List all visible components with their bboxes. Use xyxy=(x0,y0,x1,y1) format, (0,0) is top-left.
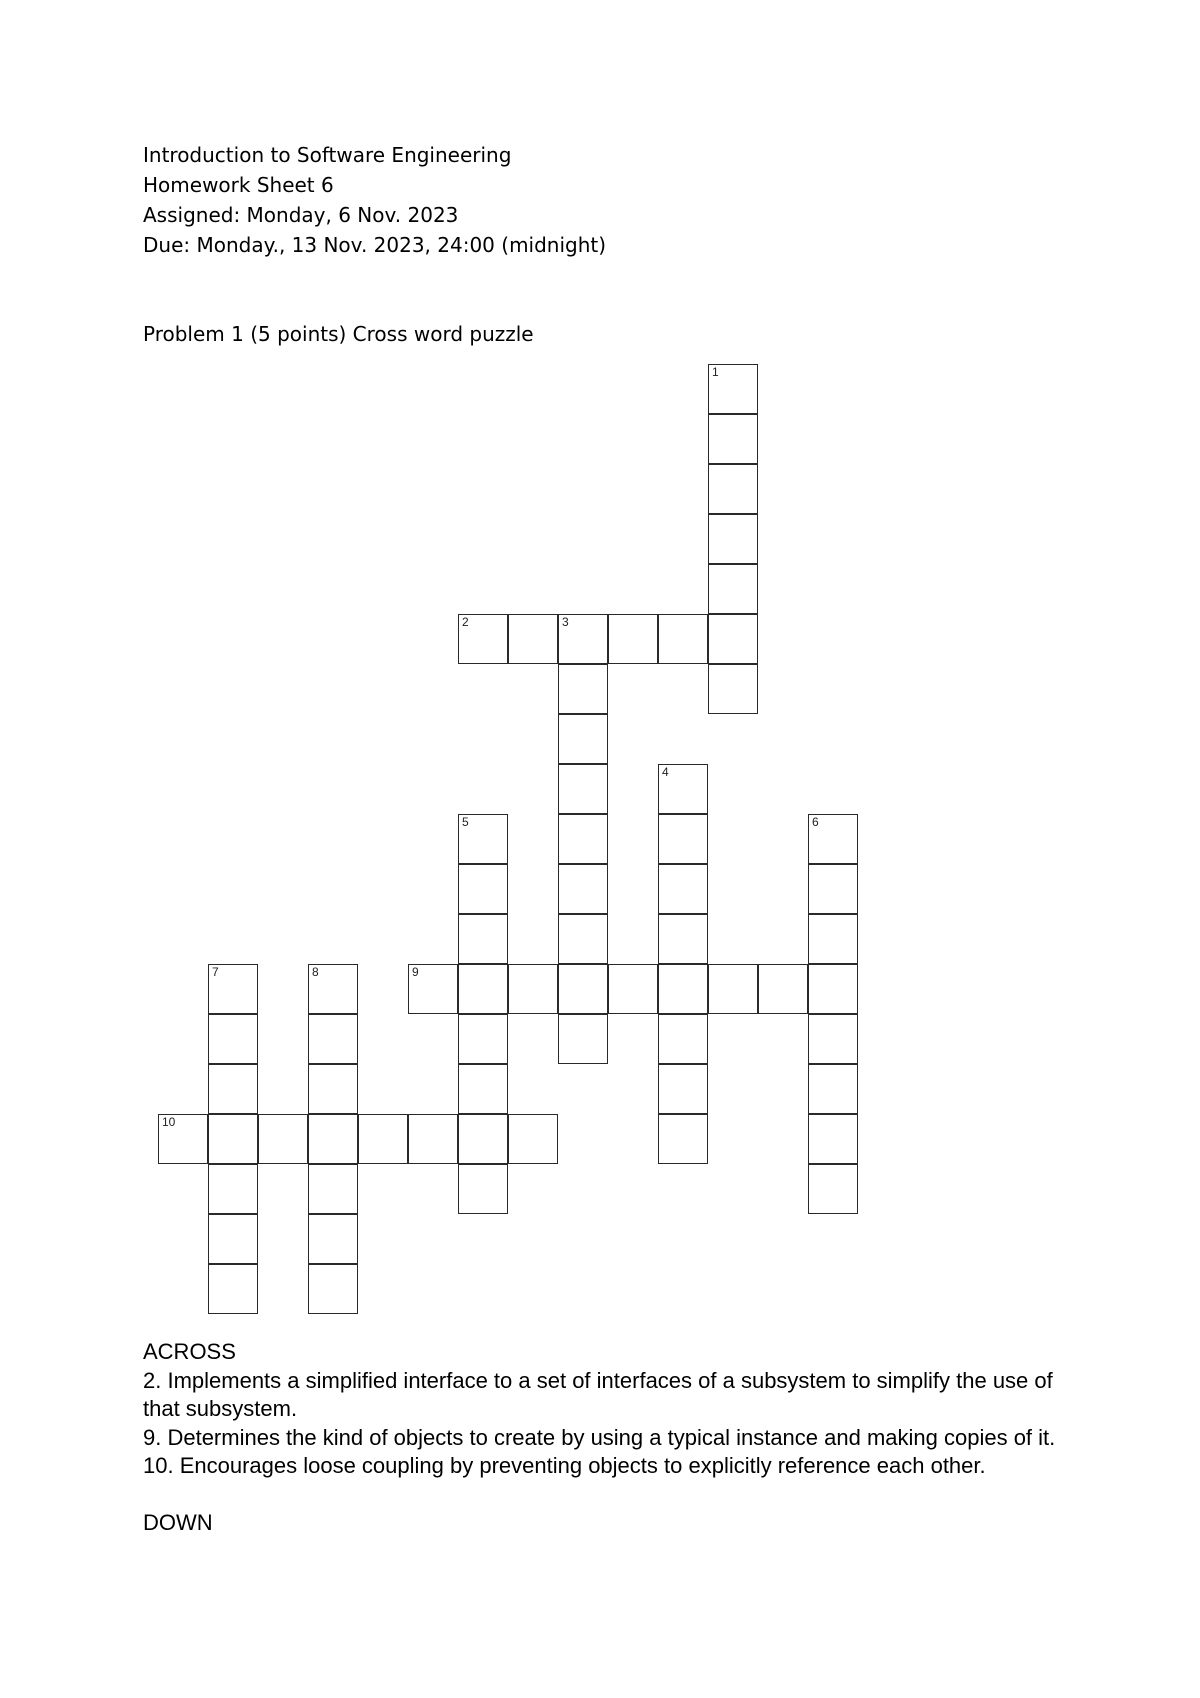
across-clue-10: 10. Encourages loose coupling by preventing objects to explicitly reference each other. xyxy=(143,1453,986,1478)
crossword-cell[interactable] xyxy=(208,1114,258,1164)
crossword-cell[interactable] xyxy=(458,1164,508,1214)
clues-section xyxy=(143,1338,1083,1537)
crossword-cell[interactable] xyxy=(458,614,508,664)
crossword-cell[interactable] xyxy=(308,1114,358,1164)
clue-number: 4 xyxy=(662,765,669,779)
crossword-cell[interactable] xyxy=(208,1264,258,1314)
crossword-cell[interactable] xyxy=(558,1014,608,1064)
crossword-cell[interactable] xyxy=(558,714,608,764)
crossword-cell[interactable] xyxy=(458,1114,508,1164)
crossword-cell[interactable] xyxy=(208,1014,258,1064)
crossword-cell[interactable] xyxy=(658,1014,708,1064)
crossword-cell[interactable] xyxy=(608,614,658,664)
crossword-cell[interactable] xyxy=(558,664,608,714)
crossword-cell[interactable] xyxy=(808,1064,858,1114)
clue-number: 1 xyxy=(712,365,719,379)
crossword-cell[interactable] xyxy=(308,1214,358,1264)
crossword-cell[interactable] xyxy=(708,964,758,1014)
crossword-cell[interactable] xyxy=(708,414,758,464)
crossword-cell[interactable] xyxy=(208,964,258,1014)
clue-number: 8 xyxy=(312,965,319,979)
crossword-cell[interactable] xyxy=(308,1164,358,1214)
crossword-cell[interactable] xyxy=(458,864,508,914)
crossword-cell[interactable] xyxy=(508,614,558,664)
crossword-cell[interactable] xyxy=(308,1064,358,1114)
crossword-cell[interactable] xyxy=(308,1264,358,1314)
clue-number: 7 xyxy=(212,965,219,979)
crossword-cell[interactable] xyxy=(308,1014,358,1064)
crossword-cell[interactable] xyxy=(458,964,508,1014)
across-heading: ACROSS xyxy=(143,1339,236,1364)
crossword-cell[interactable] xyxy=(608,964,658,1014)
clue-number: 3 xyxy=(562,615,569,629)
crossword-cell[interactable] xyxy=(658,814,708,864)
crossword-cell[interactable] xyxy=(808,864,858,914)
crossword-cell[interactable] xyxy=(408,964,458,1014)
crossword-cell[interactable] xyxy=(358,1114,408,1164)
clue-number: 6 xyxy=(812,815,819,829)
down-heading: DOWN xyxy=(143,1509,213,1535)
crossword-cell[interactable] xyxy=(208,1064,258,1114)
crossword-cell[interactable] xyxy=(658,614,708,664)
crossword-cell[interactable] xyxy=(708,364,758,414)
crossword-cell[interactable] xyxy=(708,614,758,664)
crossword-cell[interactable] xyxy=(808,1014,858,1064)
crossword-cell[interactable] xyxy=(708,564,758,614)
course-title: Introduction to Software Engineering xyxy=(143,143,512,167)
assigned-date: Assigned: Monday, 6 Nov. 2023 xyxy=(143,203,459,227)
crossword-cell[interactable] xyxy=(308,964,358,1014)
crossword-cell[interactable] xyxy=(758,964,808,1014)
crossword-cell[interactable] xyxy=(208,1214,258,1264)
crossword-cell[interactable] xyxy=(458,1064,508,1114)
crossword-cell[interactable] xyxy=(658,764,708,814)
across-clue-2: 2. Implements a simplified interface to a set of interfaces of a subsystem to simplify the use of that subsystem. xyxy=(143,1367,1053,1421)
crossword-cell[interactable] xyxy=(808,1164,858,1214)
crossword-cell[interactable] xyxy=(708,664,758,714)
crossword-cell[interactable] xyxy=(658,1064,708,1114)
crossword-cell[interactable] xyxy=(558,614,608,664)
crossword-cell[interactable] xyxy=(808,814,858,864)
crossword-cell[interactable] xyxy=(458,914,508,964)
crossword-cell[interactable] xyxy=(508,1114,558,1164)
crossword-cell[interactable] xyxy=(708,464,758,514)
crossword-cell[interactable] xyxy=(508,964,558,1014)
crossword-cell[interactable] xyxy=(208,1164,258,1214)
crossword-cell[interactable] xyxy=(808,914,858,964)
crossword-cell[interactable] xyxy=(558,764,608,814)
crossword-cell[interactable] xyxy=(658,1114,708,1164)
clue-number: 5 xyxy=(462,815,469,829)
sheet-title: Homework Sheet 6 xyxy=(143,173,334,197)
crossword-cell[interactable] xyxy=(808,1114,858,1164)
crossword-cell[interactable] xyxy=(458,1014,508,1064)
crossword-cell[interactable] xyxy=(558,814,608,864)
crossword-cell[interactable] xyxy=(408,1114,458,1164)
across-clue-9: 9. Determines the kind of objects to create by using a typical instance and making copies of it. xyxy=(143,1424,1056,1450)
crossword-cell[interactable] xyxy=(458,814,508,864)
crossword-cell[interactable] xyxy=(558,914,608,964)
crossword-cell[interactable] xyxy=(558,964,608,1014)
crossword-cell[interactable] xyxy=(708,514,758,564)
crossword-cell[interactable] xyxy=(158,1114,208,1164)
crossword-cell[interactable] xyxy=(658,964,708,1014)
crossword-cell[interactable] xyxy=(658,914,708,964)
clue-number: 2 xyxy=(462,615,469,629)
crossword-cell[interactable] xyxy=(558,864,608,914)
problem-title: Problem 1 (5 points) Cross word puzzle xyxy=(143,322,534,346)
crossword-cell[interactable] xyxy=(808,964,858,1014)
clue-number: 10 xyxy=(162,1115,176,1129)
crossword-cell[interactable] xyxy=(258,1114,308,1164)
clue-number: 9 xyxy=(412,965,419,979)
due-date: Due: Monday., 13 Nov. 2023, 24:00 (midnight) xyxy=(143,233,607,257)
crossword-cell[interactable] xyxy=(658,864,708,914)
